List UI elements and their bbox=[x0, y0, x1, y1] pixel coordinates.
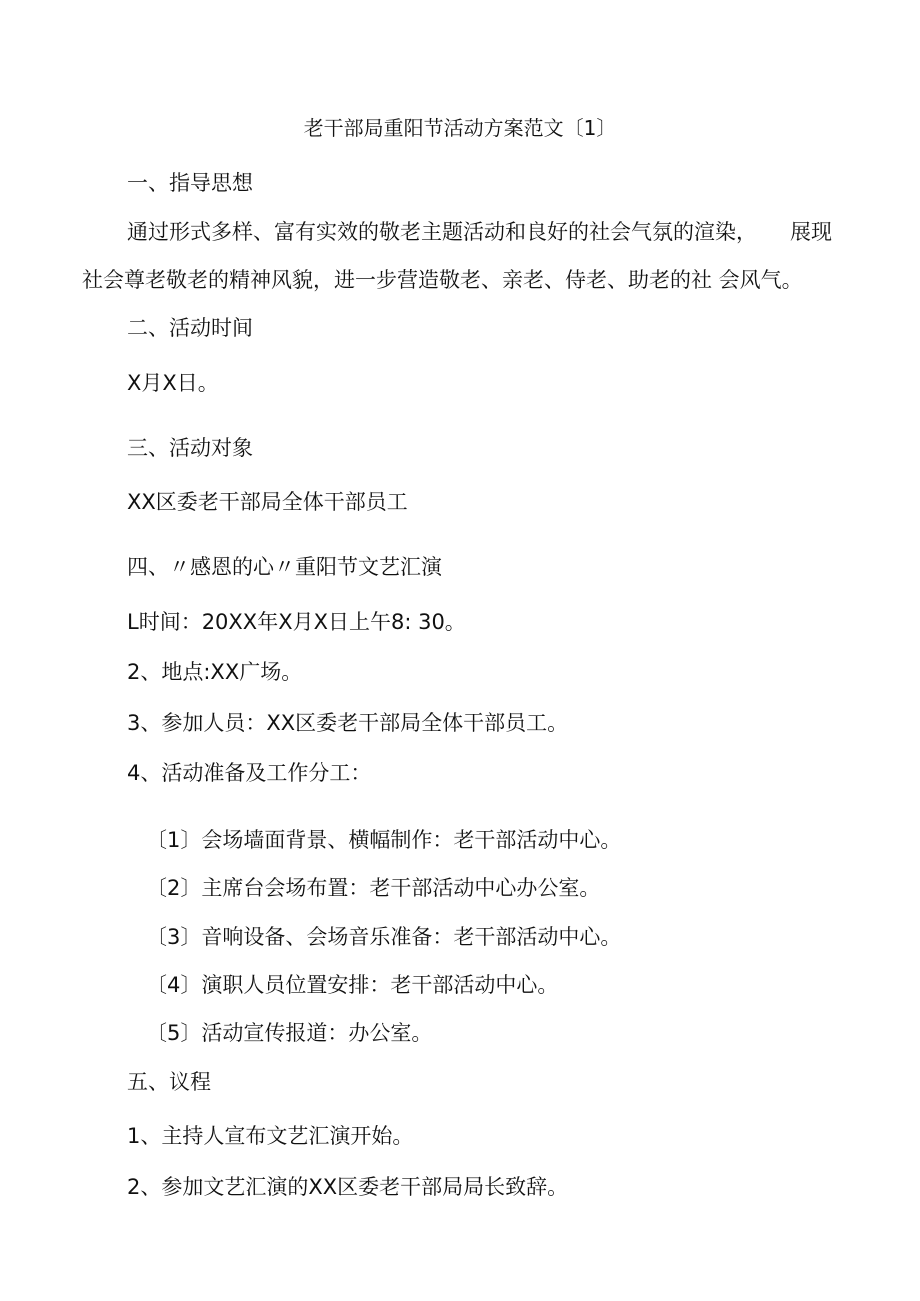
sub-list-item: 〔4〕演职人员位置安排：老干部活动中心。 bbox=[146, 973, 559, 997]
section-heading-agenda: 五、议程 bbox=[127, 1070, 211, 1094]
sub-list-item: 〔2〕主席台会场布置：老干部活动中心办公室。 bbox=[146, 876, 601, 900]
section-heading-activity-time: 二、活动时间 bbox=[127, 316, 253, 340]
activity-target-text: XX区委老干部局全体干部员工 bbox=[127, 490, 408, 514]
document-title: 老干部局重阳节活动方案范文〔1〕 bbox=[303, 116, 617, 140]
activity-time-text: X月X日。 bbox=[127, 371, 219, 395]
section-heading-activity-target: 三、活动对象 bbox=[127, 436, 253, 460]
sub-list-item: 〔5〕活动宣传报道：办公室。 bbox=[146, 1021, 433, 1045]
list-item: L时间：20XX年X月X日上午8: 30。 bbox=[127, 610, 466, 634]
sub-list-item: 〔1〕会场墙面背景、横幅制作：老干部活动中心。 bbox=[146, 828, 622, 852]
list-item: 1、主持人宣布文艺汇演开始。 bbox=[127, 1124, 414, 1148]
list-item: 4、活动准备及工作分工： bbox=[127, 761, 372, 785]
paragraph-text: 通过形式多样、富有实效的敬老主题活动和良好的社会气氛的渲染， bbox=[127, 220, 757, 244]
list-item: 2、地点:XX广场。 bbox=[127, 660, 303, 684]
paragraph-line: 社会尊老敬老的精神风貌，进一步营造敬老、亲老、侍老、助老的社 会风气。 bbox=[82, 268, 803, 292]
list-item: 3、参加人员：XX区委老干部局全体干部员工。 bbox=[127, 711, 569, 735]
list-item: 2、参加文艺汇演的XX区委老干部局局长致辞。 bbox=[127, 1175, 569, 1199]
paragraph-line bbox=[127, 218, 832, 246]
paragraph-text: 展现 bbox=[790, 220, 832, 244]
section-heading-guiding-ideology: 一、指导思想 bbox=[127, 171, 253, 195]
sub-list-item: 〔3〕音响设备、会场音乐准备：老干部活动中心。 bbox=[146, 925, 622, 949]
section-heading-gala: 四、〃感恩的心〃重阳节文艺汇演 bbox=[127, 555, 442, 579]
